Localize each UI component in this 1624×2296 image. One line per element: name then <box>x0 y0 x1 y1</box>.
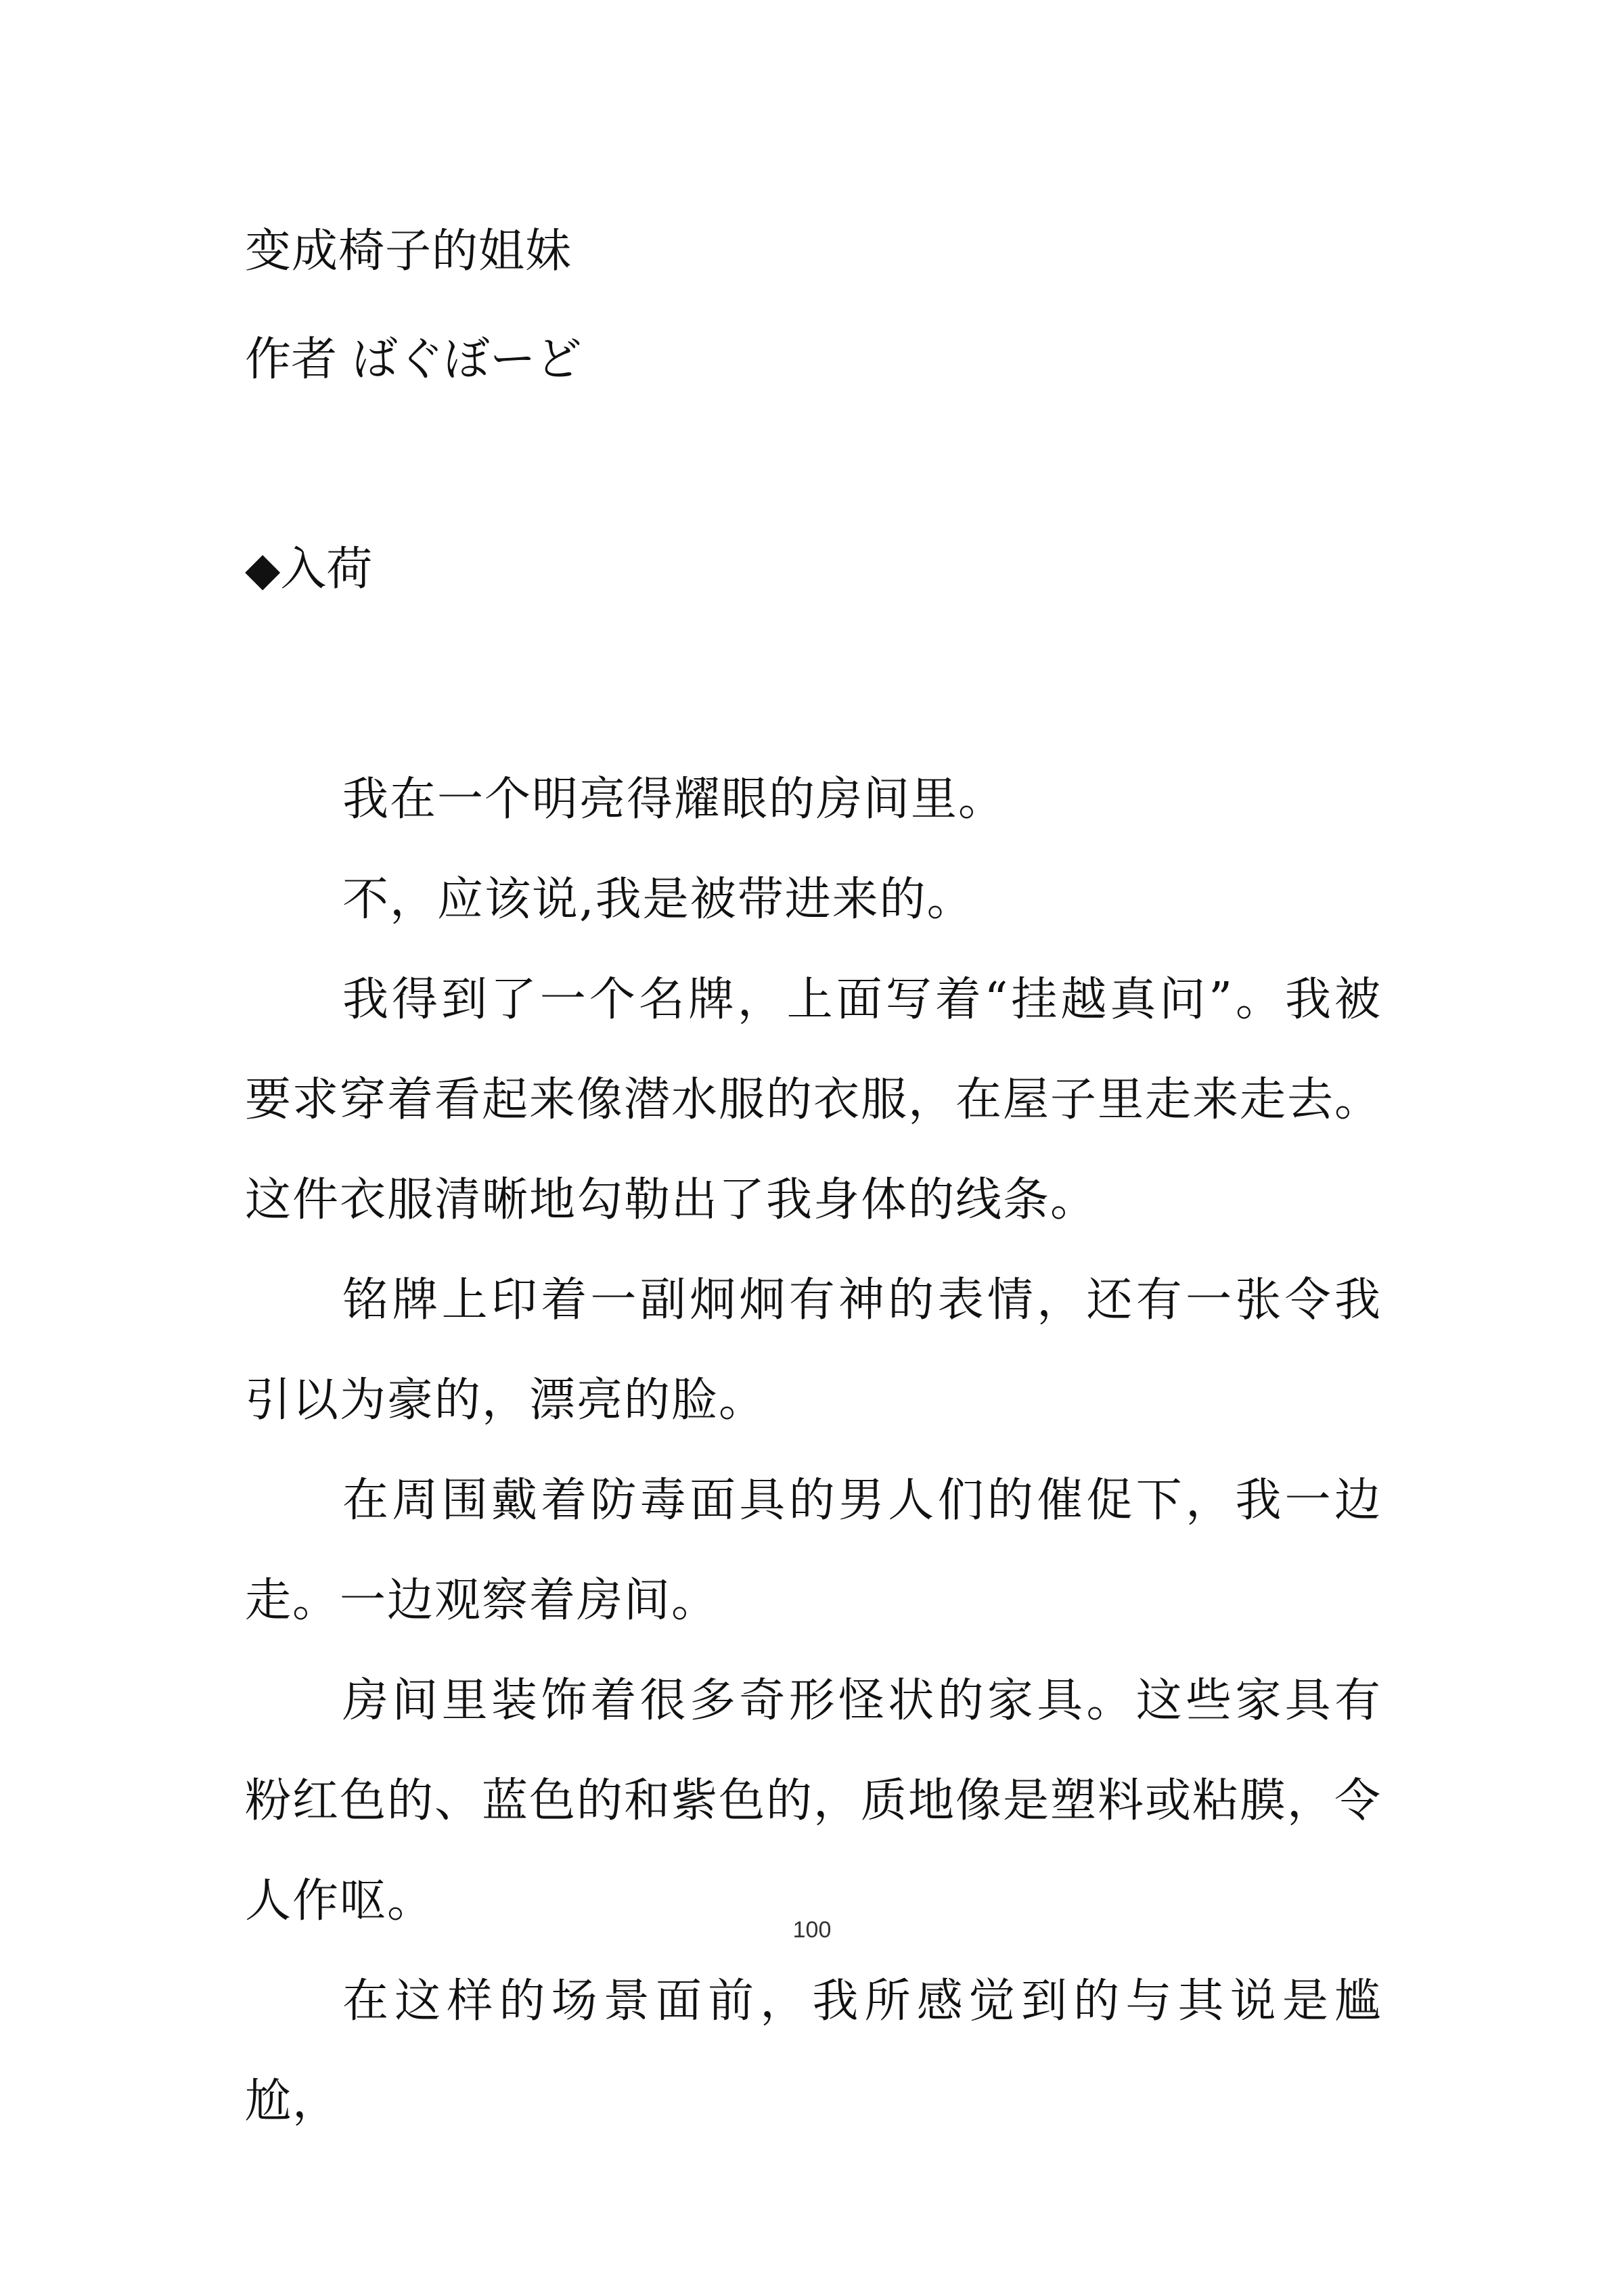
story-title: 变成椅子的姐妹 <box>245 225 572 278</box>
paragraph: 在周围戴着防毒面具的男人们的催促下，我一边走。一边观察着房间。 <box>245 1474 1382 1627</box>
paragraph: 房间里装饰着很多奇形怪状的家具。这些家具有粉红色的、蓝色的和紫色的，质地像是塑料或粘膜，令人作呕。 <box>245 1674 1382 1928</box>
paragraph: 铭牌上印着一副炯炯有神的表情，还有一张令我引以为豪的，漂亮的脸。 <box>245 1274 1382 1427</box>
paragraph: 不，应该说,我是被带进来的。 <box>342 873 974 926</box>
paragraph: 在这样的场景面前，我所感觉到的与其说是尴尬， <box>245 1975 1382 2128</box>
paragraph: 我得到了一个名牌，上面写着“挂越真问”。我被要求穿着看起来像潜水服的衣服，在屋子里走来走去。这件衣服清晰地勾勒出了我身体的线条。 <box>245 973 1382 1227</box>
paragraph: 我在一个明亮得耀眼的房间里。 <box>342 773 1006 826</box>
author-line: 作者 ばぐぼーど <box>245 333 582 386</box>
page-number: 100 <box>792 1917 832 1943</box>
section-heading: ◆入荷 <box>245 543 373 596</box>
